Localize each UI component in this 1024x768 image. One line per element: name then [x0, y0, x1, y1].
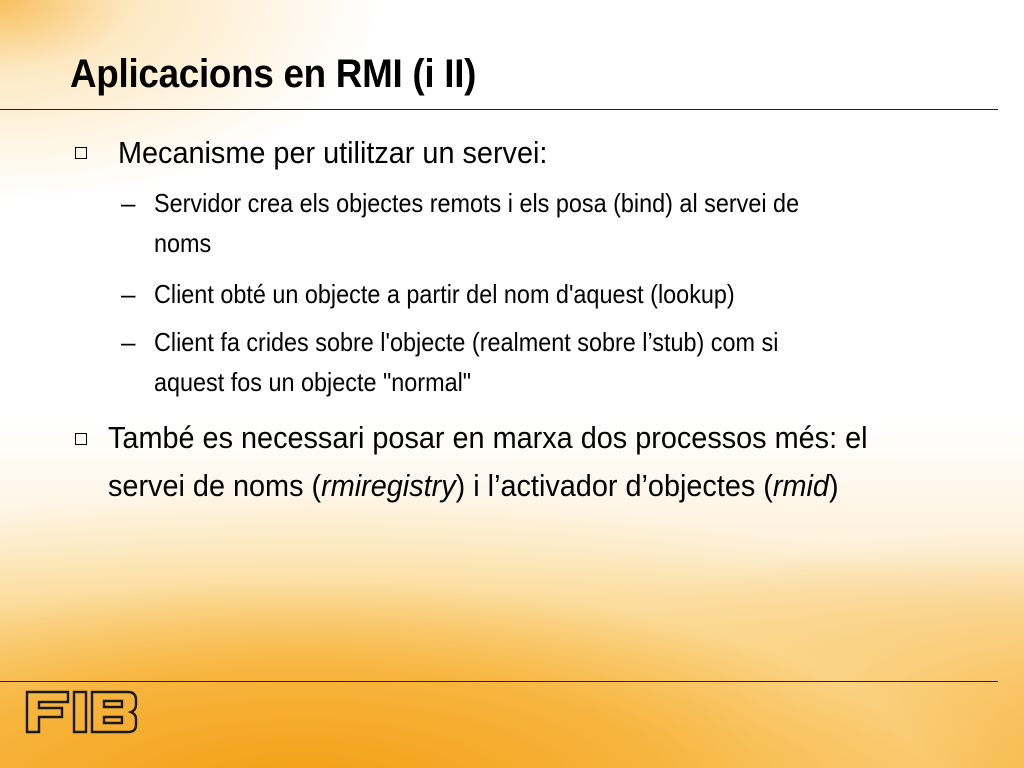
slide-title: Aplicacions en RMI (i II)	[70, 52, 477, 96]
subitem-text: aquest fos un objecte "normal"	[154, 367, 472, 397]
bullet-text-part: )	[828, 468, 839, 503]
dash-bullet-icon: –	[121, 188, 136, 218]
bullet-text: Mecanisme per utilitzar un servei:	[118, 135, 548, 170]
subitem-text: Servidor crea els objectes remots i els posa (bind) al servei de	[154, 188, 800, 218]
subitem-text: Client obté un objecte a partir del nom d'aquest (lookup)	[154, 279, 735, 309]
square-bullet-icon	[75, 147, 87, 159]
bullet-text-part: servei de noms (	[108, 468, 322, 503]
bullet-text: També es necessari posar en marxa dos processos més: el	[108, 420, 868, 455]
subitem-text: Client fa crides sobre l'objecte (realment sobre l’stub) com si	[154, 327, 779, 357]
bullet-text-line2	[108, 463, 839, 509]
bullet-text-part: ) i l’activador d’objectes (	[455, 468, 773, 503]
dash-bullet-icon: –	[121, 327, 136, 357]
fib-logo	[24, 688, 140, 736]
square-bullet-icon	[75, 433, 87, 445]
subitem-text: noms	[154, 228, 212, 258]
rmid-term: rmid	[772, 468, 829, 503]
rmiregistry-term: rmiregistry	[321, 468, 456, 503]
title-divider	[0, 109, 998, 110]
dash-bullet-icon: –	[121, 279, 136, 309]
footer-divider	[0, 681, 998, 682]
